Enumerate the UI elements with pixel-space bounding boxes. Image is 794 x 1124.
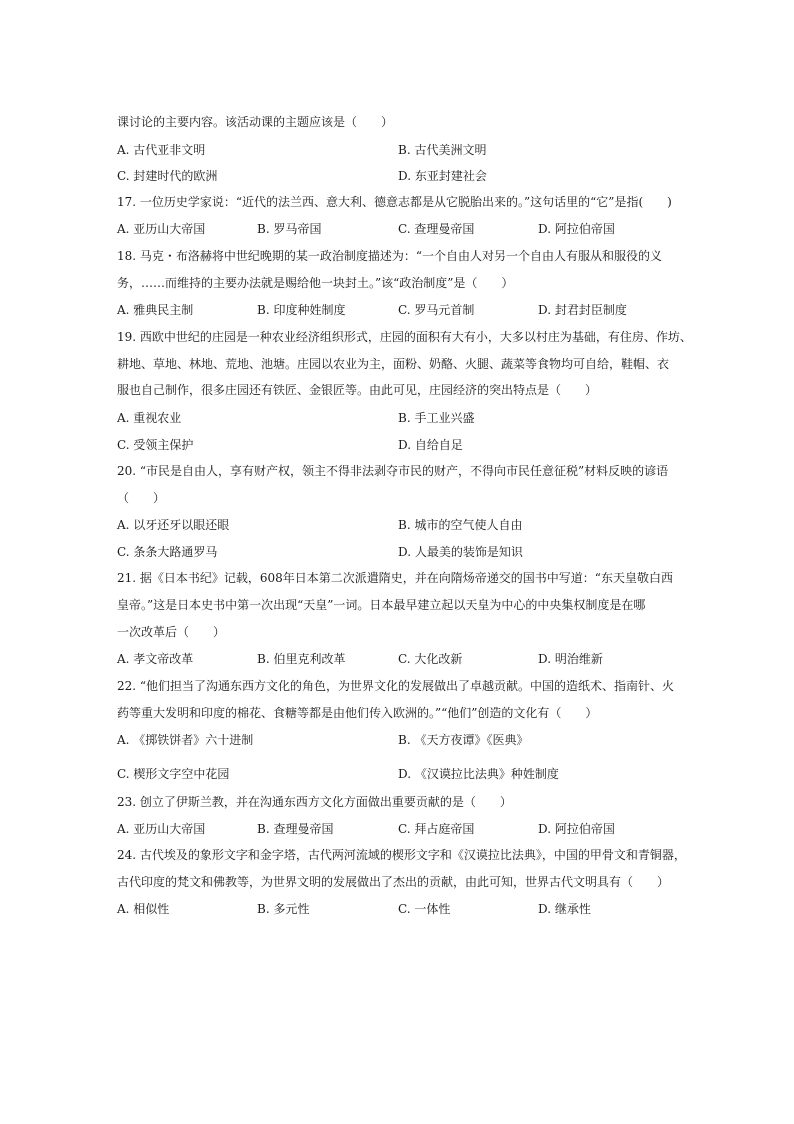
question-23-option-c: C. 拜占庭帝国 xyxy=(398,822,475,836)
question-17-option-d: D. 阿拉伯帝国 xyxy=(538,222,615,236)
question-19-text-line-1: 19. 西欧中世纪的庄园是一种农业经济组织形式，庄园的面积有大有小，大多以村庄为基础，有住房、作坊、 xyxy=(117,330,692,344)
question-24-text-line-1: 24. 古代埃及的象形文字和金字塔，古代两河流域的楔形文字和《汉谟拉比法典》，中国的甲骨文和青铜器， xyxy=(117,848,686,862)
question-16-text-line-1: 课讨论的主要内容。该活动课的主题应该是（ ） xyxy=(117,115,394,129)
question-24-option-b: B. 多元性 xyxy=(257,902,310,916)
question-21-text-line-3: 一次改革后（ ） xyxy=(117,625,226,639)
question-21-option-d: D. 明治维新 xyxy=(538,652,603,666)
question-23-text-line-1: 23. 创立了伊斯兰教，并在沟通东西方文化方面做出重要贡献的是（ ） xyxy=(117,795,512,809)
question-17-option-c: C. 查理曼帝国 xyxy=(398,222,475,236)
question-19-text-line-3: 服也自己制作，很多庄园还有铁匠、金银匠等。由此可见，庄园经济的突出特点是（ ） xyxy=(117,383,598,397)
question-20-text-line-1: 20. “市民是自由人，享有财产权，领主不得非法剥夺市民的财产，不得向市民任意征税”材料反映的谚语 xyxy=(117,464,669,478)
question-22-text-line-2: 药等重大发明和印度的棉花、食糖等都是由他们传入欧洲的。”“他们”创造的文化有（ ） xyxy=(117,706,598,720)
question-19-option-c: C. 受领主保护 xyxy=(117,438,194,452)
question-22-text-line-1: 22. “他们担当了沟通东西方文化的角色，为世界文化的发展做出了卓越贡献。中国的造纸术、指南针、火 xyxy=(117,679,675,693)
question-18-option-a: A. 雅典民主制 xyxy=(117,303,194,317)
question-17-text-line-1: 17. 一位历史学家说：“近代的法兰西、意大利、德意志都是从它脱胎出来的。”这句话里的“它”是指( ) xyxy=(117,195,672,209)
question-17-option-a: A. 亚历山大帝国 xyxy=(117,222,206,236)
question-20-option-c: C. 条条大路通罗马 xyxy=(117,545,218,559)
question-18-text-line-2: 务，……而维持的主要办法就是赐给他一块封土。”该“政治制度”是（ ） xyxy=(117,276,514,290)
question-20-option-a: A. 以牙还牙以眼还眼 xyxy=(117,518,230,532)
question-16-option-d: D. 东亚封建社会 xyxy=(398,169,487,183)
question-16-option-c: C. 封建时代的欧洲 xyxy=(117,169,218,183)
question-22-option-b: B. 《天方夜谭》《医典》 xyxy=(398,733,529,747)
question-20-text-line-2: （ ） xyxy=(117,491,166,505)
question-21-text-line-2: 皇帝。”这是日本史书中第一次出现“天皇”一词。日本最早建立起以天皇为中心的中央集权制度是在哪 xyxy=(117,598,646,612)
question-21-option-c: C. 大化改新 xyxy=(398,652,463,666)
question-22-option-a: A. 《掷铁饼者》六十进制 xyxy=(117,733,254,747)
question-24-option-c: C. 一体性 xyxy=(398,902,451,916)
question-18-option-c: C. 罗马元首制 xyxy=(398,303,475,317)
question-24-text-line-2: 古代印度的梵文和佛教等，为世界文明的发展做出了杰出的贡献，由此可知，世界古代文明具有（ ） xyxy=(117,875,670,889)
question-18-option-d: D. 封君封臣制度 xyxy=(538,303,627,317)
question-21-text-line-1: 21. 据《日本书纪》记载，608年日本第二次派遣隋史，并在向隋炀帝递交的国书中写道：“东天皇敬白西 xyxy=(117,571,673,585)
question-19-option-d: D. 自给自足 xyxy=(398,438,463,452)
question-19-text-line-2: 耕地、草地、林地、荒地、池塘。庄园以农业为主，面粉、奶酪、火腿、蔬菜等食物均可自给，鞋帽、衣 xyxy=(117,357,670,371)
question-24-option-a: A. 相似性 xyxy=(117,902,170,916)
question-22-option-d: D. 《汉谟拉比法典》种姓制度 xyxy=(398,767,559,781)
question-19-option-a: A. 重视农业 xyxy=(117,411,182,425)
question-19-option-b: B. 手工业兴盛 xyxy=(398,411,475,425)
question-18-text-line-1: 18. 马克・布洛赫将中世纪晚期的某一政治制度描述为：“一个自由人对另一个自由人有服从和服役的义 xyxy=(117,249,663,263)
question-16-option-b: B. 古代美洲文明 xyxy=(398,143,487,157)
question-21-option-b: B. 伯里克利改革 xyxy=(257,652,346,666)
question-22-option-c: C. 楔形文字空中花园 xyxy=(117,767,230,781)
question-21-option-a: A. 孝文帝改革 xyxy=(117,652,194,666)
question-23-option-d: D. 阿拉伯帝国 xyxy=(538,822,615,836)
question-20-option-d: D. 人最美的装饰是知识 xyxy=(398,545,523,559)
question-16-option-a: A. 古代亚非文明 xyxy=(117,143,206,157)
question-24-option-d: D. 继承性 xyxy=(538,902,591,916)
question-20-option-b: B. 城市的空气使人自由 xyxy=(398,518,523,532)
question-17-option-b: B. 罗马帝国 xyxy=(257,222,322,236)
question-23-option-b: B. 查理曼帝国 xyxy=(257,822,334,836)
question-18-option-b: B. 印度种姓制度 xyxy=(257,303,346,317)
question-23-option-a: A. 亚历山大帝国 xyxy=(117,822,206,836)
